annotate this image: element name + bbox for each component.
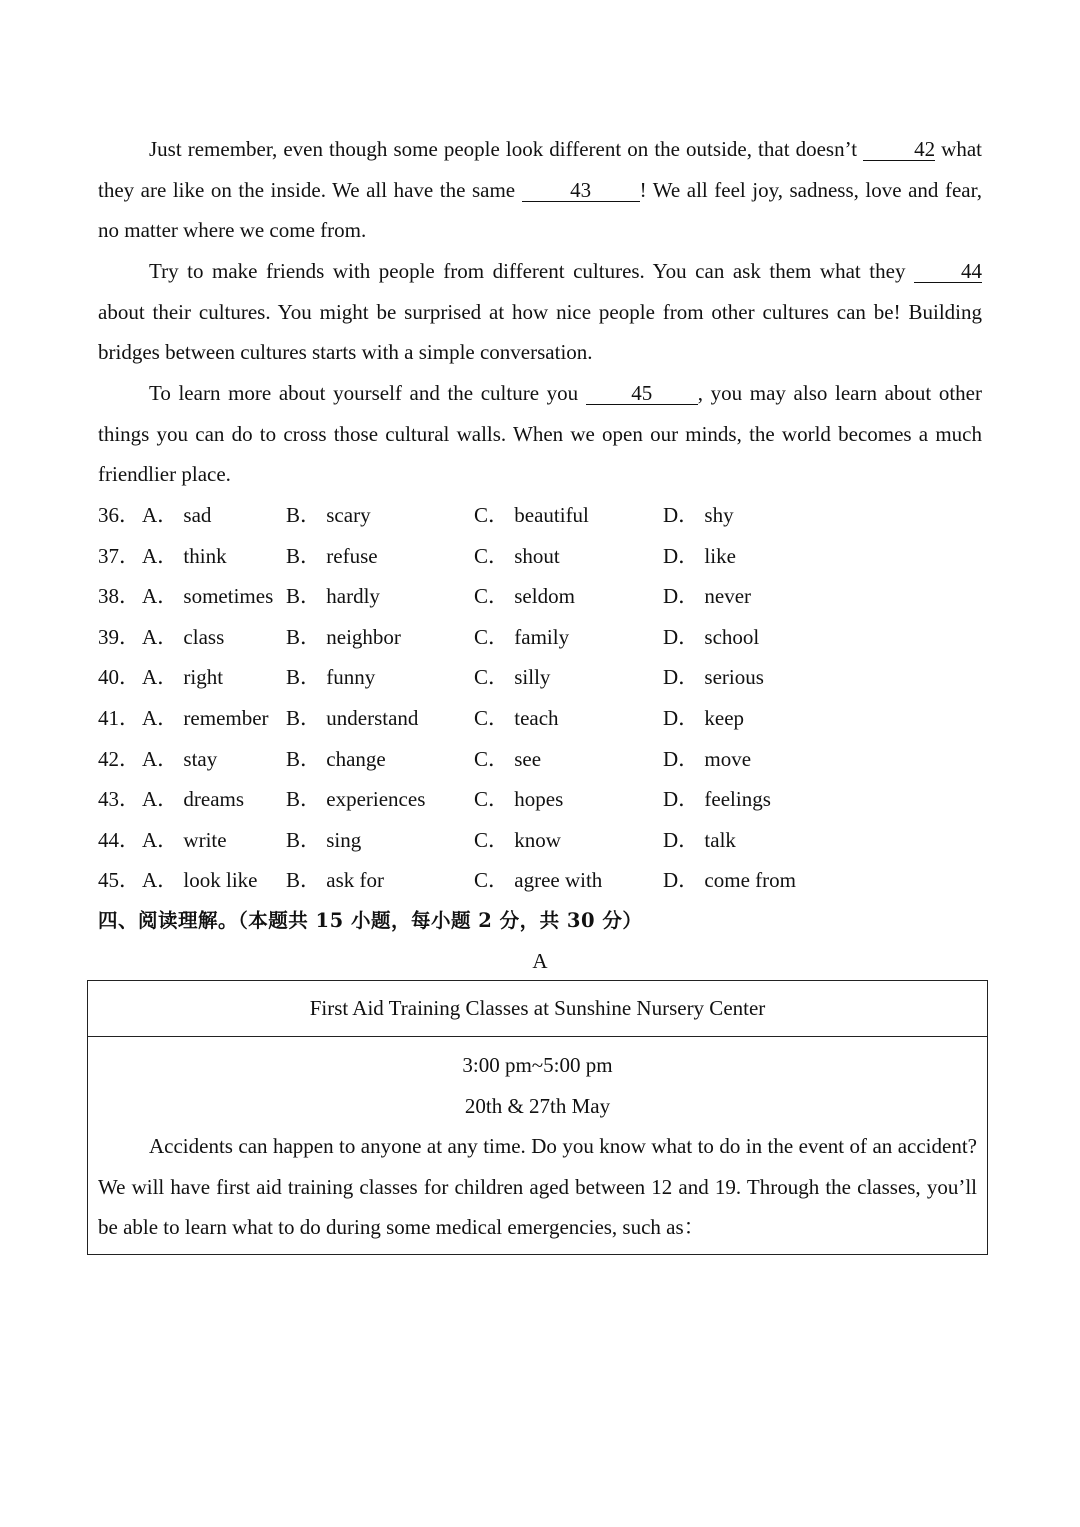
option-c: C． silly xyxy=(474,665,551,690)
paragraph-text: ! We all feel joy, sadness, love and fear, no matter where we come from. xyxy=(98,177,982,243)
option-d: D． come from xyxy=(663,868,796,893)
option-a: A． remember xyxy=(142,705,269,730)
question-number: 41． xyxy=(98,705,140,730)
passage-paragraph-2 xyxy=(98,251,982,373)
option-c: C． teach xyxy=(474,705,559,730)
option-b: B． experiences xyxy=(286,787,426,812)
option-a: A． sometimes xyxy=(142,584,274,609)
option-a: A． class xyxy=(142,624,225,649)
option-c: C． family xyxy=(474,624,570,649)
option-a: A． look like xyxy=(142,868,258,893)
option-a: A． think xyxy=(142,543,227,568)
question-number: 37． xyxy=(98,543,140,568)
notice-text: Accidents can happen to anyone at any time. Do you know what to do in the event of an accident? We will have first aid training classes for children aged between 12 and 19. Through the classes, you’ll be able to learn what to do during some medical emergencies, such as： xyxy=(98,1134,977,1240)
paragraph-text: Try to make friends with people from different cultures. You can ask them what they xyxy=(149,259,914,283)
answer-options-list xyxy=(98,495,982,901)
question-number: 39． xyxy=(98,624,140,649)
option-a: A． sad xyxy=(142,503,212,527)
option-d: D． school xyxy=(663,624,760,649)
option-d: D． feelings xyxy=(663,787,771,812)
option-c: C． agree with xyxy=(474,868,603,893)
option-d: D． serious xyxy=(663,665,764,690)
section-heading: 四、阅读理解。（本题共 15 小题，每小题 2 分，共 30 分） xyxy=(98,909,643,932)
option-b: B． refuse xyxy=(286,543,378,568)
option-c: C． know xyxy=(474,827,561,852)
passage-paragraph-3 xyxy=(98,373,982,495)
question-row xyxy=(98,820,982,861)
question-row xyxy=(98,617,982,658)
question-row xyxy=(98,495,982,536)
question-row xyxy=(98,698,982,739)
option-b: B． hardly xyxy=(286,584,380,609)
option-b: B． change xyxy=(286,746,386,771)
question-row xyxy=(98,779,982,820)
option-b: B． neighbor xyxy=(286,624,401,649)
option-c: C． shout xyxy=(474,543,560,568)
option-b: B． understand xyxy=(286,705,419,730)
notice-box xyxy=(87,980,988,1255)
question-row xyxy=(98,657,982,698)
option-b: B． ask for xyxy=(286,868,384,893)
option-c: C． beautiful xyxy=(474,503,589,527)
question-row xyxy=(98,739,982,780)
question-row xyxy=(98,860,982,901)
paragraph-text: To learn more about yourself and the culture you xyxy=(149,381,586,405)
option-a: A． dreams xyxy=(142,787,245,812)
question-number: 42． xyxy=(98,746,140,771)
question-number: 36． xyxy=(98,503,140,527)
question-row xyxy=(98,576,982,617)
question-row xyxy=(98,536,982,577)
passage-paragraph-1 xyxy=(98,129,982,251)
notice-time: 3:00 pm~5:00 pm xyxy=(462,1053,613,1077)
answer-blank-42: 42 xyxy=(863,138,935,161)
notice-date: 20th & 27th May xyxy=(464,1094,611,1118)
option-d: D． shy xyxy=(663,503,734,527)
option-d: D． never xyxy=(663,584,752,609)
option-a: A． write xyxy=(142,827,227,852)
option-d: D． like xyxy=(663,543,736,568)
paragraph-text: about their cultures. You might be surprised at how nice people from other cultures can be! Building bridges between cultures starts with a simple conversation. xyxy=(98,299,982,365)
question-number: 38． xyxy=(98,584,140,609)
passage-label: A xyxy=(532,949,548,973)
option-b: B． sing xyxy=(286,827,362,852)
answer-blank-45: 45 xyxy=(586,382,698,405)
question-number: 40． xyxy=(98,665,140,690)
option-b: B． funny xyxy=(286,665,376,690)
option-c: C． see xyxy=(474,746,542,771)
paragraph-text: , you may also learn about other things you can do to cross those cultural walls. When we open our minds, the world becomes a much friendlier place. xyxy=(98,381,982,487)
question-number: 45． xyxy=(98,868,140,893)
option-d: D． move xyxy=(663,746,752,771)
answer-blank-43: 43 xyxy=(522,179,640,202)
option-d: D． talk xyxy=(663,827,736,852)
option-c: C． seldom xyxy=(474,584,575,609)
answer-blank-44: 44 xyxy=(914,260,982,283)
notice-title: First Aid Training Classes at Sunshine Nursery Center xyxy=(309,996,766,1020)
option-a: A． right xyxy=(142,665,224,690)
paragraph-text: Just remember, even though some people look different on the outside, that doesn’t xyxy=(149,137,864,161)
option-b: B． scary xyxy=(286,503,371,527)
option-a: A． stay xyxy=(142,746,218,771)
option-d: D． keep xyxy=(663,705,745,730)
notice-header xyxy=(88,981,987,1037)
question-number: 44． xyxy=(98,827,140,852)
option-c: C． hopes xyxy=(474,787,564,812)
paragraph-text: what they are like on the inside. We all have the same xyxy=(98,137,982,202)
question-number: 43． xyxy=(98,787,140,812)
